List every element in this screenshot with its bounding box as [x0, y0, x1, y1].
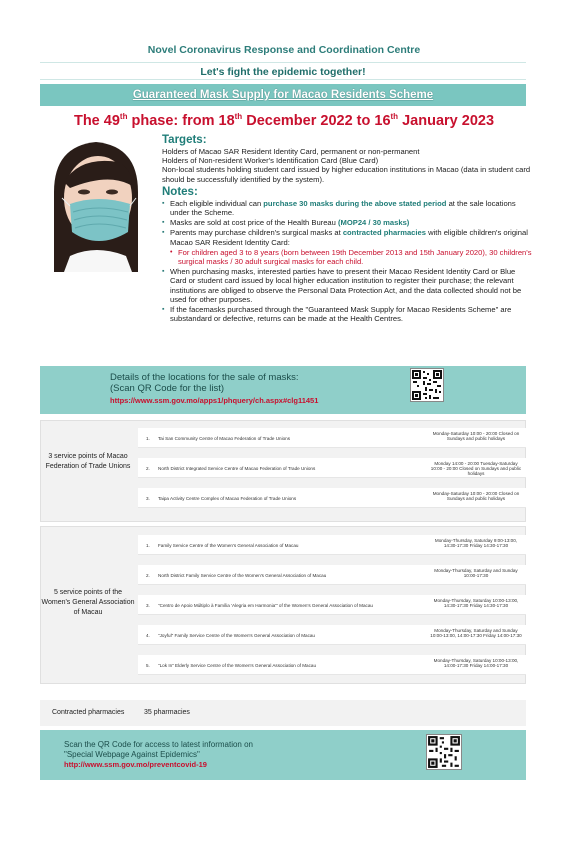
locations-link[interactable]: https://www.ssm.gov.mo/apps1/phquery/ch.aspx#clg11451 — [110, 396, 319, 405]
target-item: Non-local students holding student card issued by higher education institutions in Macao (data in student card should be successfully identified by the system). — [162, 165, 531, 184]
phase-title: The 49th phase: from 18th December 2022 to 16th January 2023 — [73, 112, 495, 129]
note-item: ▪ Parents may purchase children's surgical masks at contracted pharmacies with eligible children's original Macao SAR Resident Identity Card: — [162, 228, 532, 246]
target-item: Holders of Macao SAR Resident Identity Card, permanent or non-permanent — [162, 147, 420, 156]
slogan: Let's fight the epidemic together! — [40, 62, 526, 80]
masked-woman-photo — [40, 132, 152, 272]
trade-unions-label: 3 service points of Macao Federation of Trade Unions — [45, 453, 131, 470]
pharmacies-count: 35 pharmacies — [144, 709, 190, 716]
targets-heading: Targets: — [162, 134, 207, 146]
epidemic-webpage-link[interactable]: http://www.ssm.gov.mo/preventcovid-19 — [64, 760, 207, 769]
table-row: 2. North District Family Service Centre of the Women's General Association of Macau Monday-Thursday, Saturday and Sunday 10:00-17:30 — [138, 565, 526, 585]
epidemic-webpage-text: Scan the QR Code for access to latest information on "Special Webpage Against Epidemics" — [64, 740, 253, 759]
table-row: 3. "Centro de Apoio Múltiplo à Família 'Alegria em Harmonia'" of the Women's General Association of Macau Monday-Thursday, Saturday 10:00-13:00, 14:30-17:30 Friday 14:30-17:30 — [138, 595, 526, 615]
locations-heading: Details of the locations for the sale of masks: (Scan QR Code for the list) — [110, 372, 299, 394]
notes-heading: Notes: — [162, 185, 198, 198]
target-item: Holders of Non-resident Worker's Identification Card (Blue Card) — [162, 156, 379, 166]
note-item: ▪ Masks are sold at cost price of the Health Bureau (MOP24 / 30 masks) — [162, 218, 532, 227]
note-item: ▪ If the facemasks purchased through the "Guaranteed Mask Supply for Macao Residents Scheme" are substandard or defective, returns can be made at the Health Centres. — [162, 305, 532, 323]
table-row: 1. Family Service Centre of the Women's General Association of Macau Monday-Thursday, Saturday 9:00-13:00, 14:30-17:30 Friday 14:30-17:30 — [138, 535, 526, 555]
table-row: 2. North District Integrated Service Centre of Macao Federation of Trade Unions Monday 14:00 - 20:00 Tuesday-Saturday 10:00 - 20:00 Closed on Sundays and public holidays — [138, 458, 526, 478]
table-row: 3. Taipa Activity Centre Complex of Macao Federation of Trade Unions Monday-Saturday 10:00 - 20:00 Closed on Sundays and public holidays — [138, 488, 526, 508]
organization-name: Novel Coronavirus Response and Coordination Centre — [147, 44, 421, 56]
table-row: 1. Tai San Community Centre of Macao Federation of Trade Unions Monday-Saturday 10:00 - 20:00 Closed on Sundays and public holidays — [138, 428, 526, 448]
note-subitem: • For children aged 3 to 8 years (born between 19th December 2013 and 15th January 2020), 30 children's surgical masks / 30 adult surgical masks for each child. — [162, 248, 532, 266]
qr-code-icon — [426, 734, 462, 770]
womens-association-label: 5 service points of the Women's General Association of Macau — [41, 589, 135, 616]
notes-list — [162, 199, 532, 324]
scheme-title: Guaranteed Mask Supply for Macao Residents Scheme — [40, 84, 526, 106]
targets-section — [162, 134, 532, 324]
table-row: 4. "Joyful" Family Service Centre of the Women's General Association of Macau Monday-Thursday, Saturday and Sunday 10:00-13:00, 14:00-17:30 Friday 14:00-17:30 — [138, 625, 526, 645]
pharmacies-row — [40, 700, 526, 726]
qr-code-icon — [410, 368, 444, 402]
note-item: ▪ When purchasing masks, interested parties have to present their Macao Resident Identity Card or Blue Card or student card issued by local higher education institution to register their purchase; the relevant institutions are obliged to observe the Personal Data Protection Act, and the data collected should not be used for other purposes. — [162, 267, 532, 304]
note-item: ▪ Each eligible individual can purchase 30 masks during the above stated period at the sale locations under the Scheme. — [162, 199, 532, 217]
table-row: 5. "Lok In" Elderly Service Centre of the Women's General Association of Macau Monday-Thursday, Saturday 10:00-13:00, 14:00-17:30 Friday 14:00-17:30 — [138, 655, 526, 675]
pharmacies-label: Contracted pharmacies — [52, 709, 125, 716]
